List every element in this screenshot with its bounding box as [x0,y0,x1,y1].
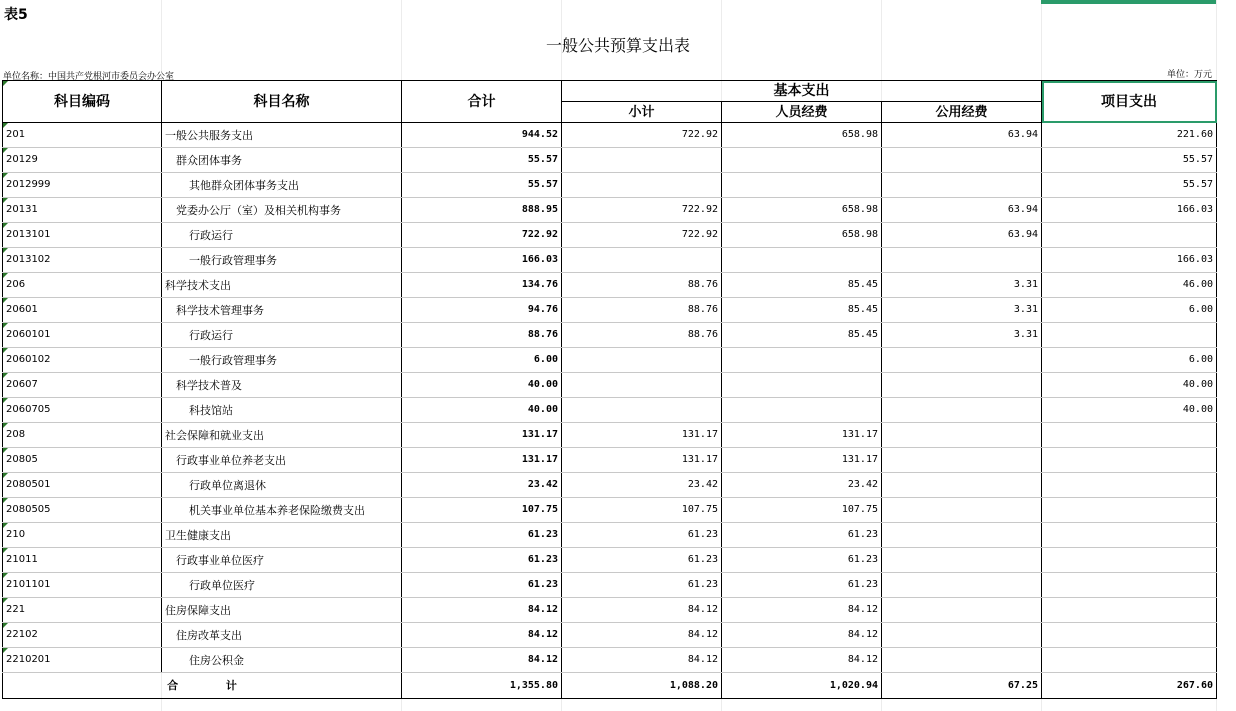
row-name-cell[interactable]: 科学技术管理事务 [162,298,402,323]
row-subtotal-cell[interactable] [562,348,722,373]
row-code-cell[interactable]: 2013102 [3,248,162,273]
row-personnel-cell[interactable]: 61.23 [722,523,882,548]
row-public-cell[interactable] [882,623,1042,648]
header-public[interactable]: 公用经费 [882,102,1042,123]
row-subtotal-cell[interactable] [562,248,722,273]
row-name-cell[interactable]: 党委办公厅（室）及相关机构事务 [162,198,402,223]
row-project-cell[interactable] [1042,323,1217,348]
row-personnel-cell[interactable]: 84.12 [722,648,882,673]
unit-label: 单位：万元 [1166,70,1212,80]
row-code-cell[interactable]: 221 [3,598,162,623]
row-project-cell[interactable] [1042,648,1217,673]
totals-row [3,673,1217,699]
row-public-cell[interactable] [882,373,1042,398]
row-subtotal-cell[interactable] [562,398,722,423]
table-row [3,598,1217,623]
row-personnel-cell[interactable]: 131.17 [722,423,882,448]
row-subtotal-cell[interactable] [562,148,722,173]
table-row [3,398,1217,423]
row-public-cell[interactable]: 3.31 [882,298,1042,323]
row-code-cell[interactable]: 2080501 [3,473,162,498]
row-total-cell[interactable]: 40.00 [402,373,562,398]
row-project-cell[interactable] [1042,498,1217,523]
row-code-cell[interactable]: 21011 [3,548,162,573]
table-row [3,123,1217,148]
row-code-cell[interactable]: 2012999 [3,173,162,198]
header-basic[interactable]: 基本支出 [562,81,1042,102]
row-name-cell[interactable]: 行政事业单位医疗 [162,548,402,573]
row-code-cell[interactable]: 22102 [3,623,162,648]
row-total-cell[interactable]: 88.76 [402,323,562,348]
row-subtotal-cell[interactable]: 131.17 [562,423,722,448]
row-personnel-cell[interactable]: 84.12 [722,623,882,648]
row-code-cell[interactable]: 201 [3,123,162,148]
row-total-cell[interactable]: 84.12 [402,623,562,648]
table-row [3,173,1217,198]
row-public-cell[interactable] [882,398,1042,423]
table-row [3,573,1217,598]
row-public-cell[interactable] [882,148,1042,173]
row-name-cell[interactable]: 其他群众团体事务支出 [162,173,402,198]
row-total-cell[interactable]: 55.57 [402,173,562,198]
table-row [3,348,1217,373]
row-project-cell[interactable]: 166.03 [1042,248,1217,273]
header-total[interactable]: 合计 [402,81,562,123]
row-name-cell[interactable]: 行政运行 [162,323,402,348]
row-total-cell[interactable]: 722.92 [402,223,562,248]
row-public-cell[interactable] [882,348,1042,373]
row-public-cell[interactable] [882,573,1042,598]
row-project-cell[interactable]: 40.00 [1042,373,1217,398]
row-project-cell[interactable] [1042,473,1217,498]
table-row [3,223,1217,248]
row-code-cell[interactable]: 206 [3,273,162,298]
header-code[interactable]: 科目编码 [3,81,162,123]
row-subtotal-cell[interactable]: 61.23 [562,523,722,548]
row-subtotal-cell[interactable]: 131.17 [562,448,722,473]
row-personnel-cell[interactable] [722,398,882,423]
header-name[interactable]: 科目名称 [162,81,402,123]
row-total-cell[interactable]: 131.17 [402,448,562,473]
row-public-cell[interactable] [882,423,1042,448]
page-title: 一般公共预算支出表 [545,36,690,55]
table-row [3,523,1217,548]
row-name-cell[interactable]: 一般公共服务支出 [162,123,402,148]
row-subtotal-cell[interactable]: 23.42 [562,473,722,498]
row-total-cell[interactable]: 94.76 [402,298,562,323]
row-code-cell[interactable]: 20601 [3,298,162,323]
row-public-cell[interactable]: 63.94 [882,223,1042,248]
row-public-cell[interactable] [882,498,1042,523]
row-project-cell[interactable] [1042,623,1217,648]
row-project-cell[interactable]: 40.00 [1042,398,1217,423]
table-row [3,198,1217,223]
row-total-cell[interactable]: 61.23 [402,573,562,598]
row-public-cell[interactable]: 63.94 [882,123,1042,148]
table-row [3,548,1217,573]
row-public-cell[interactable] [882,248,1042,273]
table-label: 表5 [4,7,28,23]
row-public-cell[interactable] [882,648,1042,673]
row-code-cell[interactable]: 20129 [3,148,162,173]
table-row [3,623,1217,648]
row-public-cell[interactable]: 3.31 [882,323,1042,348]
row-public-cell[interactable] [882,473,1042,498]
row-name-cell[interactable]: 科技馆站 [162,398,402,423]
totals-subtotal[interactable]: 1,088.20 [562,673,722,699]
row-public-cell[interactable]: 63.94 [882,198,1042,223]
row-personnel-cell[interactable] [722,173,882,198]
row-name-cell[interactable]: 卫生健康支出 [162,523,402,548]
row-total-cell[interactable]: 131.17 [402,423,562,448]
row-subtotal-cell[interactable]: 722.92 [562,198,722,223]
totals-total[interactable]: 1,355.80 [402,673,562,699]
row-project-cell[interactable]: 55.57 [1042,148,1217,173]
row-project-cell[interactable] [1042,223,1217,248]
table-row [3,423,1217,448]
row-code-cell[interactable]: 2210201 [3,648,162,673]
row-personnel-cell[interactable] [722,248,882,273]
header-personnel[interactable]: 人员经费 [722,102,882,123]
row-name-cell[interactable]: 社会保障和就业支出 [162,423,402,448]
row-total-cell[interactable]: 23.42 [402,473,562,498]
row-name-cell[interactable]: 住房保障支出 [162,598,402,623]
table-row [3,448,1217,473]
row-personnel-cell[interactable]: 23.42 [722,473,882,498]
row-project-cell[interactable] [1042,548,1217,573]
row-project-cell[interactable]: 46.00 [1042,273,1217,298]
row-personnel-cell[interactable] [722,373,882,398]
row-project-cell[interactable] [1042,598,1217,623]
row-code-cell[interactable]: 2080505 [3,498,162,523]
row-code-cell[interactable]: 20805 [3,448,162,473]
row-subtotal-cell[interactable] [562,173,722,198]
row-subtotal-cell[interactable]: 84.12 [562,623,722,648]
row-name-cell[interactable]: 住房公积金 [162,648,402,673]
row-code-cell[interactable]: 210 [3,523,162,548]
row-project-cell[interactable]: 6.00 [1042,298,1217,323]
row-total-cell[interactable]: 107.75 [402,498,562,523]
row-total-cell[interactable]: 55.57 [402,148,562,173]
row-name-cell[interactable]: 行政运行 [162,223,402,248]
row-project-cell[interactable]: 166.03 [1042,198,1217,223]
row-name-cell[interactable]: 行政事业单位养老支出 [162,448,402,473]
row-subtotal-cell[interactable]: 88.76 [562,273,722,298]
table-row [3,323,1217,348]
table-row [3,498,1217,523]
row-public-cell[interactable] [882,523,1042,548]
budget-expenditure-table [2,80,1217,699]
totals-personnel[interactable]: 1,020.94 [722,673,882,699]
row-public-cell[interactable]: 3.31 [882,273,1042,298]
row-code-cell[interactable]: 2060101 [3,323,162,348]
row-subtotal-cell[interactable]: 88.76 [562,323,722,348]
row-name-cell[interactable]: 行政单位离退休 [162,473,402,498]
totals-project[interactable]: 267.60 [1042,673,1217,699]
row-personnel-cell[interactable] [722,148,882,173]
row-total-cell[interactable]: 134.76 [402,273,562,298]
row-code-cell[interactable]: 2013101 [3,223,162,248]
row-total-cell[interactable]: 40.00 [402,398,562,423]
header-project[interactable]: 项目支出 [1042,81,1217,123]
row-total-cell[interactable]: 888.95 [402,198,562,223]
row-personnel-cell[interactable]: 61.23 [722,573,882,598]
row-code-cell[interactable]: 2060102 [3,348,162,373]
row-project-cell[interactable]: 6.00 [1042,348,1217,373]
row-public-cell[interactable] [882,448,1042,473]
table-row [3,248,1217,273]
row-subtotal-cell[interactable]: 722.92 [562,123,722,148]
totals-label-b: 计 [225,679,237,692]
row-code-cell[interactable]: 208 [3,423,162,448]
totals-public[interactable]: 67.25 [882,673,1042,699]
row-total-cell[interactable]: 61.23 [402,523,562,548]
row-code-cell[interactable]: 20607 [3,373,162,398]
row-subtotal-cell[interactable]: 84.12 [562,648,722,673]
column-selection-indicator [1041,0,1216,4]
table-row [3,648,1217,673]
row-name-cell[interactable]: 群众团体事务 [162,148,402,173]
table-row [3,298,1217,323]
row-name-cell[interactable]: 住房改革支出 [162,623,402,648]
row-personnel-cell[interactable]: 658.98 [722,123,882,148]
header-subtotal[interactable]: 小计 [562,102,722,123]
row-project-cell[interactable] [1042,573,1217,598]
row-name-cell[interactable]: 机关事业单位基本养老保险缴费支出 [162,498,402,523]
row-personnel-cell[interactable]: 85.45 [722,273,882,298]
row-subtotal-cell[interactable]: 722.92 [562,223,722,248]
row-total-cell[interactable]: 84.12 [402,648,562,673]
row-total-cell[interactable]: 61.23 [402,548,562,573]
row-personnel-cell[interactable]: 61.23 [722,548,882,573]
row-name-cell[interactable]: 一般行政管理事务 [162,248,402,273]
row-public-cell[interactable] [882,173,1042,198]
row-subtotal-cell[interactable]: 61.23 [562,573,722,598]
table-row [3,473,1217,498]
row-total-cell[interactable]: 6.00 [402,348,562,373]
row-public-cell[interactable] [882,598,1042,623]
row-code-cell[interactable]: 2101101 [3,573,162,598]
row-personnel-cell[interactable]: 131.17 [722,448,882,473]
table-row [3,148,1217,173]
row-personnel-cell[interactable]: 85.45 [722,323,882,348]
row-total-cell[interactable]: 166.03 [402,248,562,273]
row-personnel-cell[interactable]: 658.98 [722,198,882,223]
row-total-cell[interactable]: 944.52 [402,123,562,148]
row-personnel-cell[interactable]: 107.75 [722,498,882,523]
row-subtotal-cell[interactable]: 107.75 [562,498,722,523]
table-row [3,373,1217,398]
row-public-cell[interactable] [882,548,1042,573]
row-personnel-cell[interactable]: 85.45 [722,298,882,323]
row-personnel-cell[interactable]: 658.98 [722,223,882,248]
row-personnel-cell[interactable] [722,348,882,373]
row-project-cell[interactable]: 55.57 [1042,173,1217,198]
row-code-cell[interactable]: 20131 [3,198,162,223]
row-subtotal-cell[interactable]: 88.76 [562,298,722,323]
row-name-cell[interactable]: 科学技术普及 [162,373,402,398]
totals-label-cell[interactable] [3,673,402,699]
row-code-cell[interactable]: 2060705 [3,398,162,423]
row-name-cell[interactable]: 一般行政管理事务 [162,348,402,373]
table-row [3,273,1217,298]
row-subtotal-cell[interactable]: 61.23 [562,548,722,573]
row-name-cell[interactable]: 行政单位医疗 [162,573,402,598]
row-project-cell[interactable] [1042,423,1217,448]
row-project-cell[interactable] [1042,448,1217,473]
row-total-cell[interactable]: 84.12 [402,598,562,623]
row-project-cell[interactable]: 221.60 [1042,123,1217,148]
table-body [3,123,1217,673]
row-subtotal-cell[interactable]: 84.12 [562,598,722,623]
row-subtotal-cell[interactable] [562,373,722,398]
row-name-cell[interactable]: 科学技术支出 [162,273,402,298]
totals-label-a: 合 [167,679,179,692]
row-project-cell[interactable] [1042,523,1217,548]
row-personnel-cell[interactable]: 84.12 [722,598,882,623]
unit-name: 单位名称：中国共产党根河市委员会办公室 [3,72,175,82]
